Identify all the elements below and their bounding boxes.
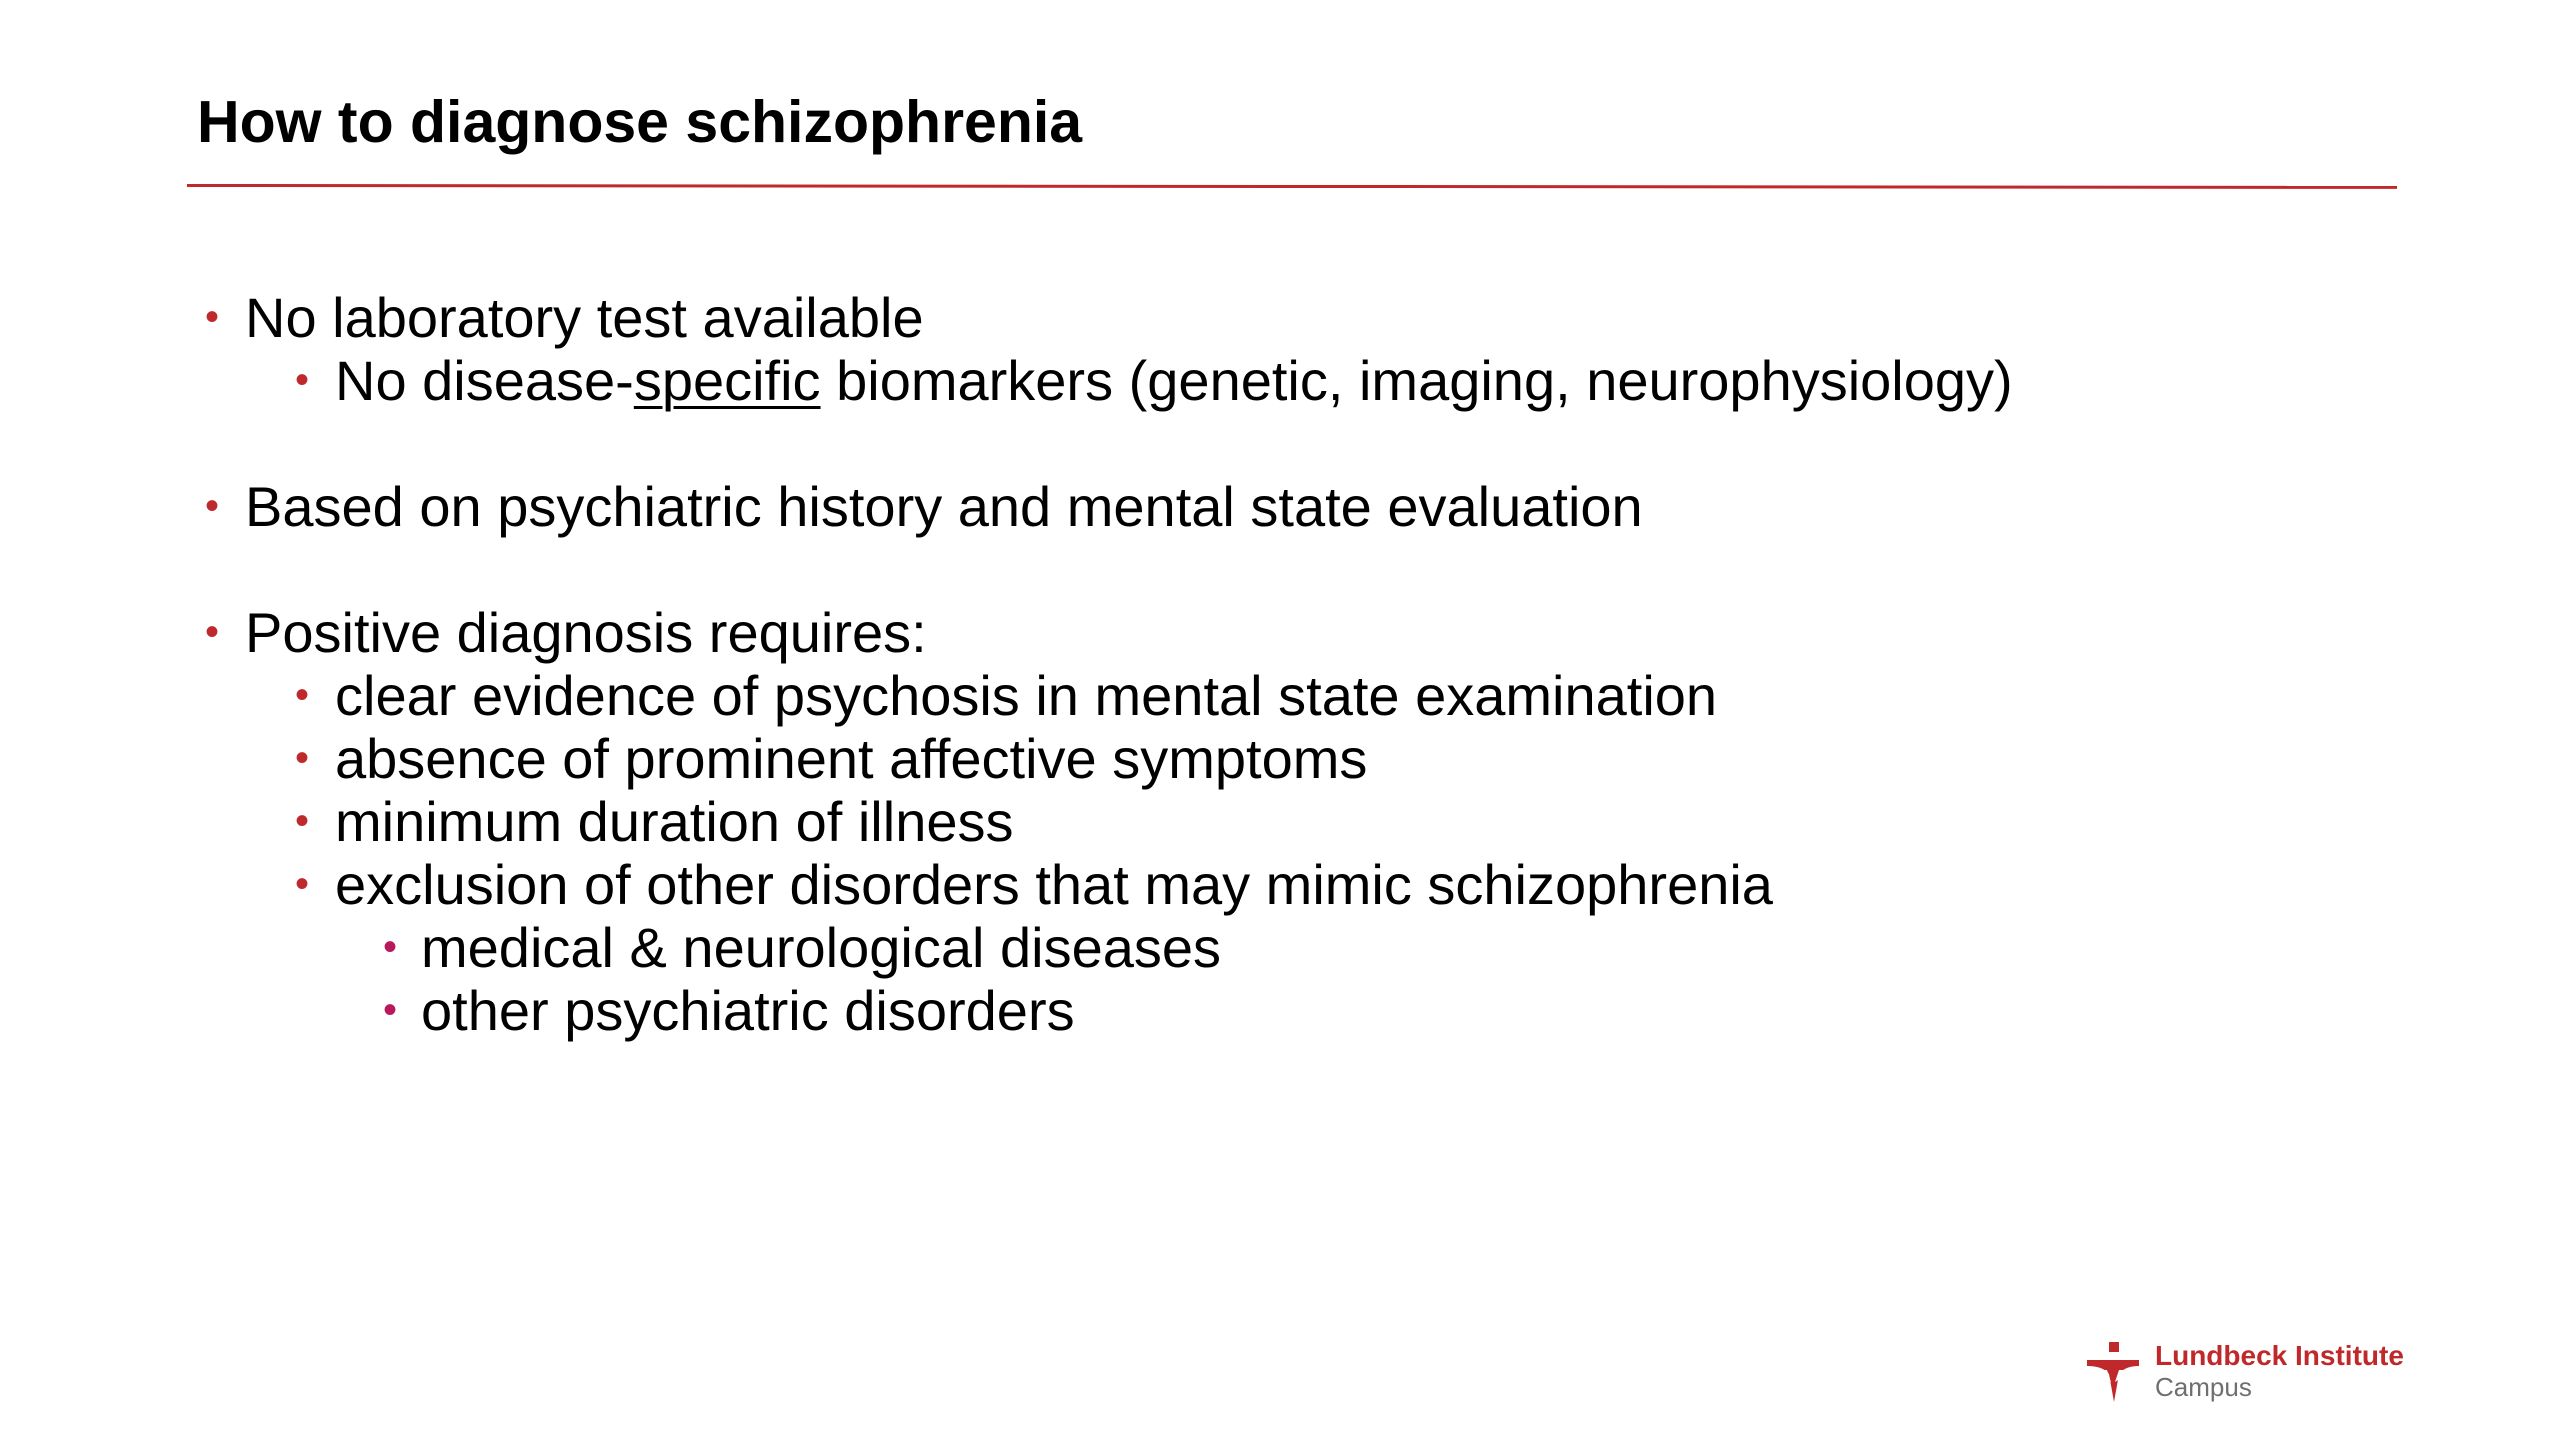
- slide-title: How to diagnose schizophrenia: [197, 89, 1083, 155]
- sub-bullet-text: [335, 349, 2013, 412]
- bullet-dot-icon: •: [382, 988, 397, 1032]
- bullet-text: Positive diagnosis requires:: [245, 601, 927, 664]
- text-prefix: No disease-: [335, 349, 634, 412]
- bullet-dot-icon: •: [204, 484, 219, 528]
- bullet-text: Based on psychiatric history and mental state evaluation: [245, 475, 1643, 538]
- sub-bullet-text: minimum duration of illness: [335, 790, 1014, 853]
- sub-bullet-text: clear evidence of psychosis in mental state examination: [335, 664, 1718, 727]
- text-suffix: biomarkers (genetic, imaging, neurophysiology): [820, 349, 2013, 412]
- bullet-dot-icon: •: [294, 862, 309, 906]
- bullet-dot-icon: •: [294, 799, 309, 843]
- logo-subtitle: Campus: [2155, 1372, 2252, 1402]
- underlined-word: specific: [633, 349, 821, 412]
- sub-sub-bullet-text: other psychiatric disorders: [421, 979, 1075, 1042]
- bullet-dot-icon: •: [204, 295, 219, 339]
- bullet-dot-icon: •: [294, 358, 309, 402]
- bullet-dot-icon: •: [294, 673, 309, 717]
- sub-sub-bullet-text: medical & neurological diseases: [421, 916, 1221, 979]
- bullet-text: No laboratory test available: [245, 286, 924, 349]
- bullet-dot-icon: •: [204, 610, 219, 654]
- sub-bullet-text: absence of prominent affective symptoms: [335, 727, 1368, 790]
- sub-bullet-text: exclusion of other disorders that may mimic schizophrenia: [335, 853, 1773, 916]
- lundbeck-logo: [2085, 1338, 2405, 1408]
- bullet-dot-icon: •: [294, 736, 309, 780]
- logo-name: Lundbeck Institute: [2155, 1340, 2404, 1371]
- lundbeck-arrow-logo-icon: [2085, 1342, 2141, 1404]
- bullet-dot-icon: •: [382, 925, 397, 969]
